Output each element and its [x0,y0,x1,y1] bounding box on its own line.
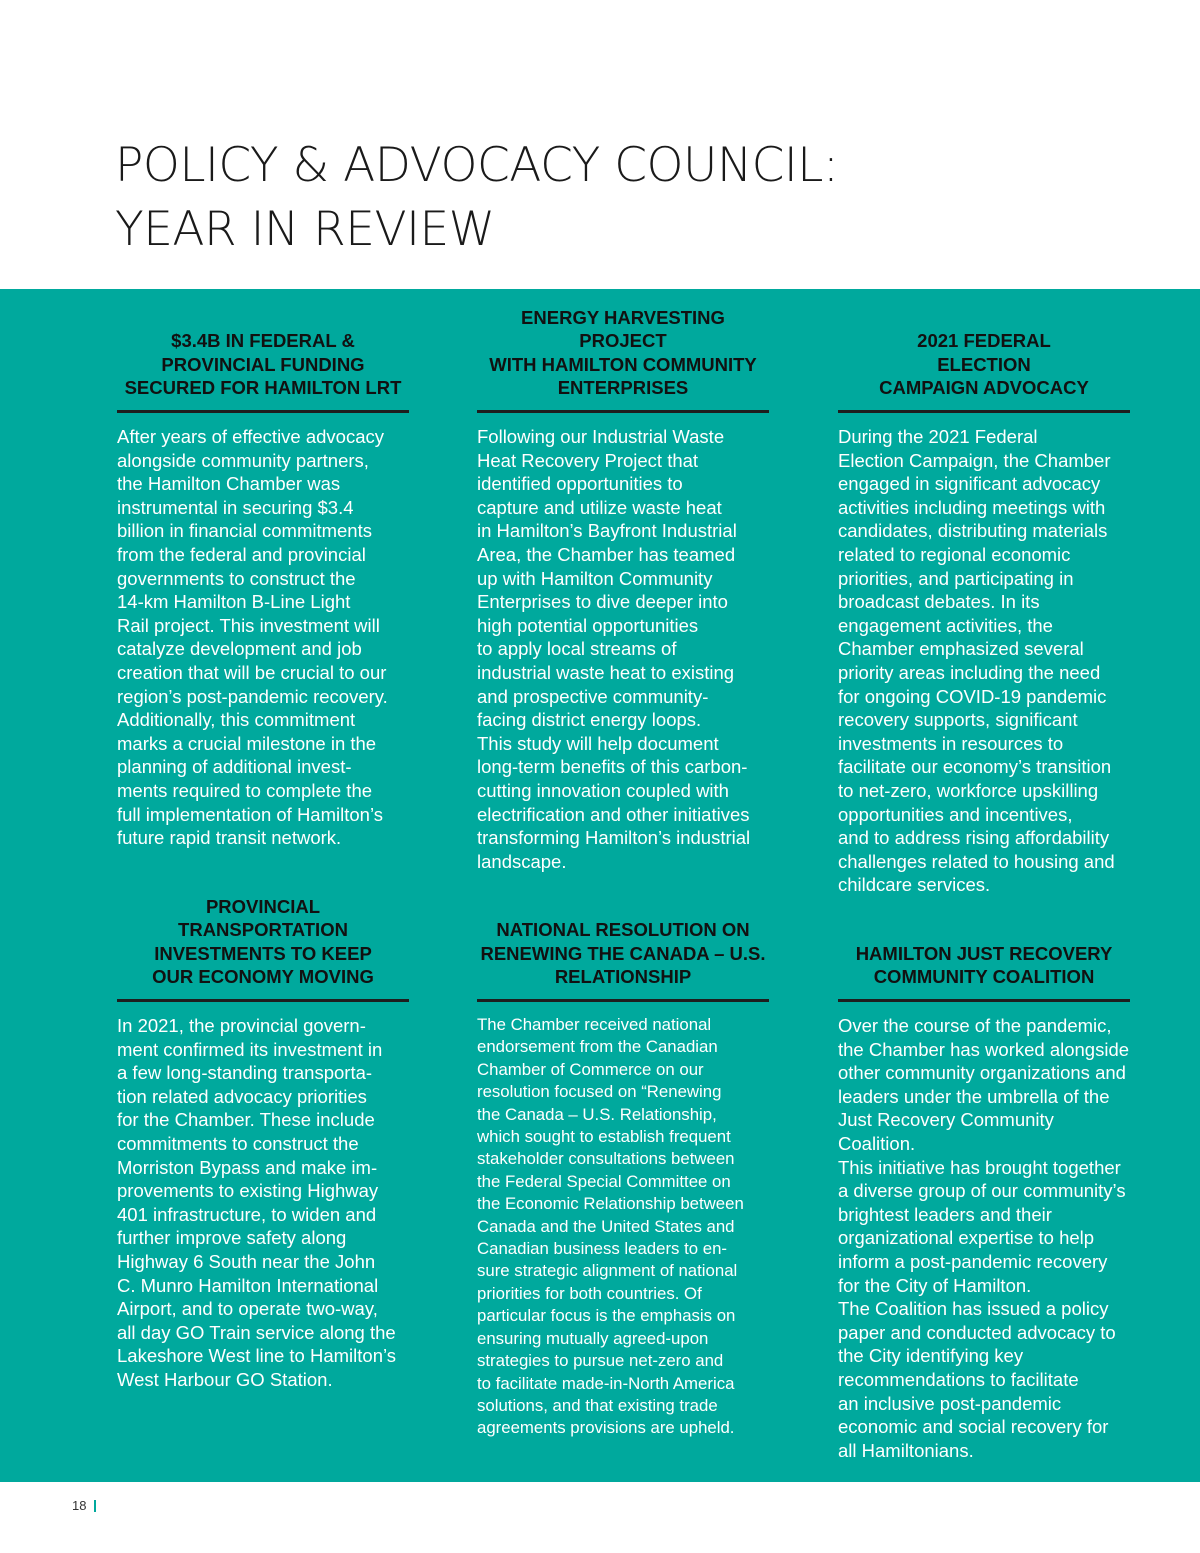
article-body: During the 2021 Federal Election Campaign, the Chamber engaged in significant advocacy activities including meetings with candidates, distributing materials related to regional economic priorities, and participating in broadcast debates. In its engagement activities, the Chamber emphasized several priority areas including the need for ongoing COVID-19 pandemic recovery supports, significant investments in resources to facilitate our economy’s transition to net-zero, workforce upskilling opportunities and incentives, and to address rising affordability challenges related to housing and childcare services. [838,426,1115,896]
footer-divider [94,1500,96,1512]
article-provincial-transportation [117,877,409,1392]
article-title: ENERGY HARVESTING PROJECT WITH HAMILTON COMMUNITY ENTERPRISES [489,306,757,399]
article-title: $3.4B IN FEDERAL & PROVINCIAL FUNDING SECURED FOR HAMILTON LRT [124,330,402,399]
page-number: 18 [72,1498,87,1513]
article-header [117,877,409,1002]
article-body: Over the course of the pandemic, the Chamber has worked alongside other community organizations and leaders under the umbrella of the Just Recovery Community Coalition. This initiative has brought together a diverse group of our community’s brightest leaders and their organizational expertise to help inform a post-pandemic recovery for the City of Hamilton. The Coalition has issued a policy paper and conducted advocacy to the City identifying key recommendations to facilitate an inclusive post-pandemic economic and social recovery for all Hamiltonians. [838,1015,1130,1461]
article-title: HAMILTON JUST RECOVERY COMMUNITY COALITION [855,942,1113,988]
article-canada-us-resolution [477,877,769,1440]
article-just-recovery-coalition [838,877,1130,1462]
article-body: The Chamber received national endorsement from the Canadian Chamber of Commerce on our resolution focused on “Renewing the Canada – U.S. Relationship, which sought to establish frequent stakeholder consultations between the Federal Special Committee on the Economic Relationship between Canada and the United States and Canadian business leaders to en- sure strategic alignment of national priorities for both countries. Of particular focus is the emphasis on ensuring mutually agreed-upon strategies to pursue net-zero and to facilitate made-in-North America solutions, and that existing trade agreements provisions are upheld. [477,1015,744,1438]
article-header [838,288,1130,413]
article-header [838,877,1130,1002]
page-title-line-1: POLICY & ADVOCACY COUNCIL: [115,138,839,193]
page-title [115,134,838,262]
article-header [477,288,769,413]
article-title: 2021 FEDERAL ELECTION CAMPAIGN ADVOCACY [879,330,1089,399]
article-header [477,877,769,1002]
page-footer [72,1498,96,1513]
article-title: NATIONAL RESOLUTION ON RENEWING THE CANADA – U.S. RELATIONSHIP [480,919,766,988]
article-header [117,288,409,413]
article-federal-election [838,288,1130,897]
article-body: In 2021, the provincial govern- ment confirmed its investment in a few long-standing transporta- tion related advocacy priorities for the Chamber. These include commitments to construct the Morriston Bypass and make im- provements to existing Highway 401 infrastructure, to widen and further improve safety along Highway 6 South near the John C. Munro Hamilton International Airport, and to operate two-way, all day GO Train service along the Lakeshore West line to Hamilton’s West Harbour GO Station. [117,1015,397,1390]
article-body: After years of effective advocacy alongside community partners, the Hamilton Chamber was instrumental in securing $3.4 billion in financial commitments from the federal and provincial governments to construct the 14-km Hamilton B-Line Light Rail project. This investment will catalyze development and job creation that will be crucial to our region’s post-pandemic recovery. Additionally, this commitment marks a crucial milestone in the planning of additional invest- ments required to complete the full implementation of Hamilton’s future rapid transit network. [117,426,388,849]
page-title-line-2: YEAR IN REVIEW [115,202,495,257]
article-body: Following our Industrial Waste Heat Recovery Project that identified opportunities to capture and utilize waste heat in Hamilton’s Bayfront Industrial Area, the Chamber has teamed up with Hamilton Community Enterprises to dive deeper into high potential opportunities to apply local streams of industrial waste heat to existing and prospective community- facing district energy loops. This study will help document long-term benefits of this carbon- cutting innovation coupled with electrification and other initiatives transforming Hamilton’s industrial landscape. [477,426,751,872]
article-energy-harvesting [477,288,769,873]
article-title: PROVINCIAL TRANSPORTATION INVESTMENTS TO KEEP OUR ECONOMY MOVING [152,895,374,988]
article-lrt-funding [117,288,409,850]
